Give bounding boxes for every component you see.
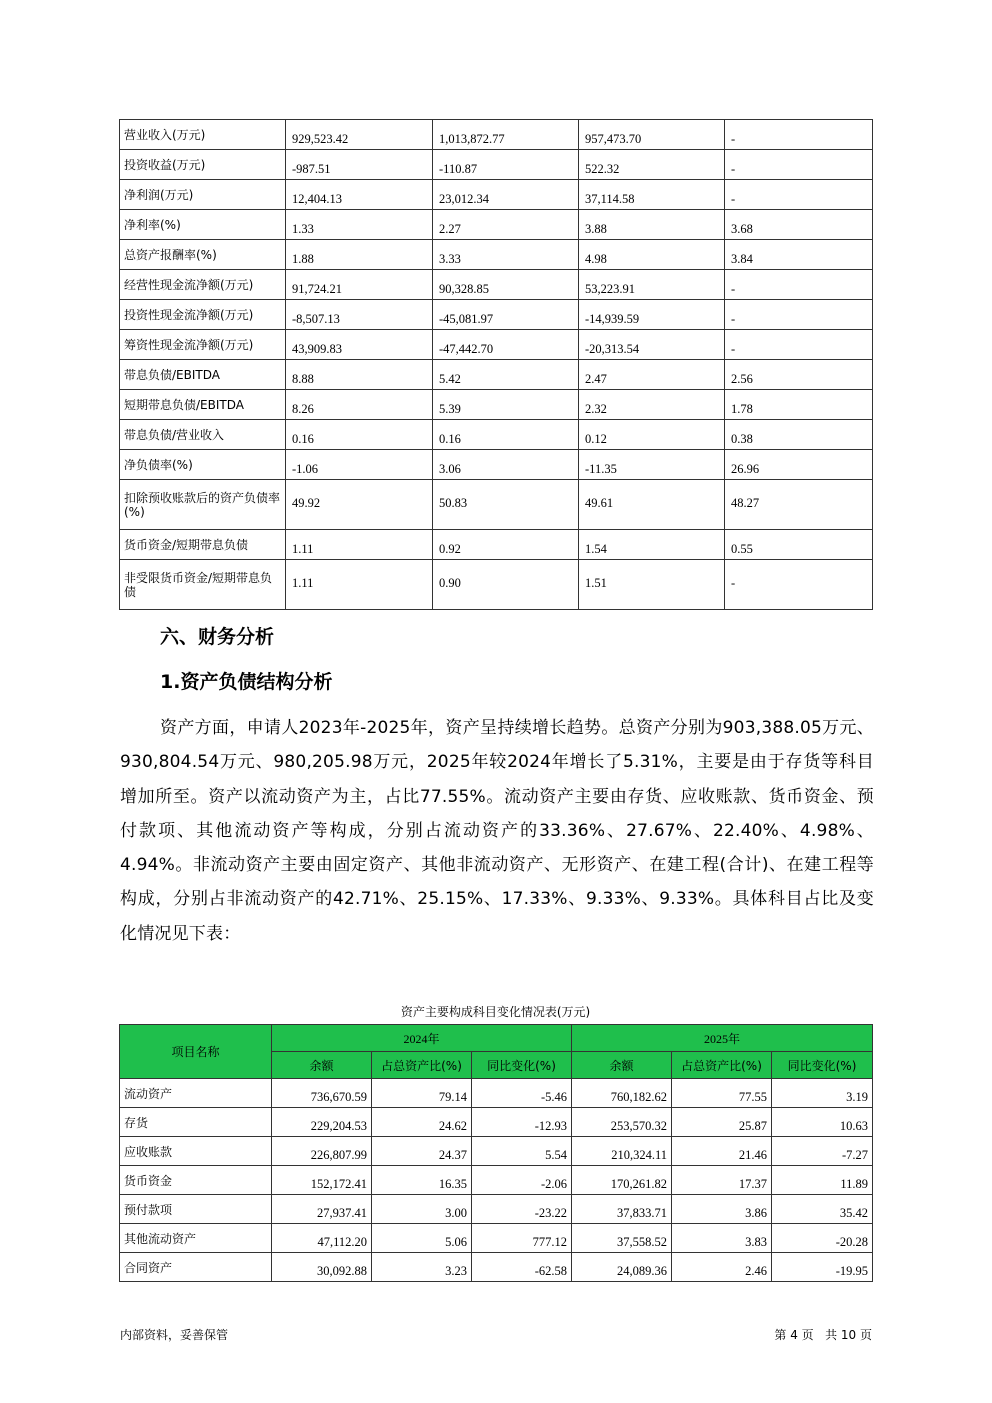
section-title: 六、财务分析: [160, 626, 275, 648]
asset-value: -12.93: [472, 1108, 572, 1137]
metric-value: -14,939.59: [579, 300, 725, 330]
metric-label: 净负债率(%): [120, 450, 286, 480]
metric-value: 3.06: [433, 450, 579, 480]
metric-label: 营业收入(万元): [120, 120, 286, 150]
asset-item-label: 应收账款: [120, 1137, 272, 1166]
asset-value: -19.95: [772, 1253, 873, 1282]
sub-header-share: 占总资产比(%): [372, 1052, 472, 1079]
table-row: [120, 1253, 873, 1282]
asset-value: 16.35: [372, 1166, 472, 1195]
table-row: [120, 480, 873, 530]
metric-label: 短期带息负债/EBITDA: [120, 390, 286, 420]
table-row: [120, 120, 873, 150]
asset-value: 3.00: [372, 1195, 472, 1224]
metric-value: 5.42: [433, 360, 579, 390]
asset-value: 760,182.62: [572, 1079, 672, 1108]
metric-value: -: [725, 300, 873, 330]
table-row: [120, 210, 873, 240]
asset-value: 2.46: [672, 1253, 772, 1282]
metric-value: 3.88: [579, 210, 725, 240]
asset-value: -62.58: [472, 1253, 572, 1282]
metric-value: 26.96: [725, 450, 873, 480]
table-row: [120, 560, 873, 610]
metric-value: 49.92: [286, 480, 433, 530]
metric-value: 1.78: [725, 390, 873, 420]
metric-value: -: [725, 560, 873, 610]
metric-value: 0.55: [725, 530, 873, 560]
asset-value: 3.23: [372, 1253, 472, 1282]
metric-value: 90,328.85: [433, 270, 579, 300]
year-header-2025: 2025年: [572, 1025, 873, 1052]
table-row: [120, 1079, 873, 1108]
metric-value: 1.11: [286, 530, 433, 560]
metric-label: 非受限货币资金/短期带息负债: [120, 560, 286, 610]
financial-metrics-table: [119, 119, 873, 610]
asset-value: 229,204.53: [272, 1108, 372, 1137]
metric-value: 1.88: [286, 240, 433, 270]
subsection-title: 1.资产负债结构分析: [160, 671, 333, 693]
metric-value: 43,909.83: [286, 330, 433, 360]
table-row: [120, 1166, 873, 1195]
metric-value: 2.27: [433, 210, 579, 240]
metric-value: 2.56: [725, 360, 873, 390]
metric-label: 净利润(万元): [120, 180, 286, 210]
assets-structure-table: [119, 1024, 873, 1282]
asset-value: 21.46: [672, 1137, 772, 1166]
metric-value: 49.61: [579, 480, 725, 530]
table-row: [120, 530, 873, 560]
metric-label: 投资性现金流净额(万元): [120, 300, 286, 330]
metric-value: -110.87: [433, 150, 579, 180]
asset-value: 37,558.52: [572, 1224, 672, 1253]
metric-value: -8,507.13: [286, 300, 433, 330]
table-row: [120, 390, 873, 420]
asset-value: 10.63: [772, 1108, 873, 1137]
asset-value: -5.46: [472, 1079, 572, 1108]
metric-value: 3.33: [433, 240, 579, 270]
metric-label: 投资收益(万元): [120, 150, 286, 180]
asset-value: 24,089.36: [572, 1253, 672, 1282]
metric-value: -11.35: [579, 450, 725, 480]
metric-value: 12,404.13: [286, 180, 433, 210]
table-row: [120, 1108, 873, 1137]
metric-value: 0.92: [433, 530, 579, 560]
sub-header-yoy: 同比变化(%): [772, 1052, 873, 1079]
table-row: [120, 1137, 873, 1166]
metric-value: -987.51: [286, 150, 433, 180]
asset-value: 30,092.88: [272, 1253, 372, 1282]
metric-value: 91,724.21: [286, 270, 433, 300]
asset-value: 5.54: [472, 1137, 572, 1166]
asset-value: 3.83: [672, 1224, 772, 1253]
asset-value: 736,670.59: [272, 1079, 372, 1108]
asset-value: -7.27: [772, 1137, 873, 1166]
item-name-header: 项目名称: [120, 1025, 272, 1079]
sub-header-share: 占总资产比(%): [672, 1052, 772, 1079]
asset-value: 24.62: [372, 1108, 472, 1137]
metric-label: 货币资金/短期带息负债: [120, 530, 286, 560]
asset-value: 777.12: [472, 1224, 572, 1253]
table-row: [120, 1224, 873, 1253]
metric-value: 522.32: [579, 150, 725, 180]
asset-value: 3.86: [672, 1195, 772, 1224]
asset-value: 11.89: [772, 1166, 873, 1195]
metric-value: -: [725, 120, 873, 150]
footer-page-number: 第 4 页 共 10 页: [774, 1328, 872, 1342]
metric-value: 8.26: [286, 390, 433, 420]
metric-value: 1.33: [286, 210, 433, 240]
metric-value: 3.84: [725, 240, 873, 270]
asset-value: 17.37: [672, 1166, 772, 1195]
asset-item-label: 货币资金: [120, 1166, 272, 1195]
asset-value: 27,937.41: [272, 1195, 372, 1224]
table-row: [120, 360, 873, 390]
asset-value: -23.22: [472, 1195, 572, 1224]
asset-value: 79.14: [372, 1079, 472, 1108]
asset-item-label: 其他流动资产: [120, 1224, 272, 1253]
table-row: [120, 1195, 873, 1224]
metric-value: 0.38: [725, 420, 873, 450]
metric-value: 1,013,872.77: [433, 120, 579, 150]
table-row: [120, 240, 873, 270]
metric-value: -1.06: [286, 450, 433, 480]
asset-value: 152,172.41: [272, 1166, 372, 1195]
metric-value: -: [725, 150, 873, 180]
table-row: [120, 420, 873, 450]
metric-label: 净利率(%): [120, 210, 286, 240]
asset-value: 77.55: [672, 1079, 772, 1108]
metric-label: 筹资性现金流净额(万元): [120, 330, 286, 360]
footer-confidential: 内部资料，妥善保管: [120, 1328, 229, 1342]
metric-value: 4.98: [579, 240, 725, 270]
metric-label: 带息负债/营业收入: [120, 420, 286, 450]
metric-value: 3.68: [725, 210, 873, 240]
metric-value: 2.32: [579, 390, 725, 420]
asset-value: -20.28: [772, 1224, 873, 1253]
asset-value: 226,807.99: [272, 1137, 372, 1166]
asset-value: -2.06: [472, 1166, 572, 1195]
metric-value: 2.47: [579, 360, 725, 390]
table-row: [120, 330, 873, 360]
table-row: [120, 150, 873, 180]
metric-label: 总资产报酬率(%): [120, 240, 286, 270]
asset-value: 25.87: [672, 1108, 772, 1137]
metric-value: -47,442.70: [433, 330, 579, 360]
metric-value: 1.51: [579, 560, 725, 610]
metric-value: 53,223.91: [579, 270, 725, 300]
asset-value: 253,570.32: [572, 1108, 672, 1137]
metric-value: -: [725, 270, 873, 300]
metric-label: 带息负债/EBITDA: [120, 360, 286, 390]
metric-value: 48.27: [725, 480, 873, 530]
metric-value: 50.83: [433, 480, 579, 530]
metric-value: -45,081.97: [433, 300, 579, 330]
metric-label: 经营性现金流净额(万元): [120, 270, 286, 300]
table-row: [120, 270, 873, 300]
assets-table-caption: 资产主要构成科目变化情况表(万元): [400, 1005, 591, 1019]
metric-value: 0.16: [286, 420, 433, 450]
metric-value: 1.54: [579, 530, 725, 560]
analysis-paragraph: 资产方面，申请人2023年-2025年，资产呈持续增长趋势。总资产分别为903,388.05万元、930,804.54万元、980,205.98万元，2025年较2024年增长了5.31%，主要是由于存货等科目增加所至。资产以流动资产为主，占比77.55%。流动资产主要由存货、应收账款、货币资金、预付款项、其他流动资产等构成，分别占流动资产的33.36%、27.67%、22.40%、4.98%、4.94%。非流动资产主要由固定资产、其他非流动资产、无形资产、在建工程(合计)、在建工程等构成，分别占非流动资产的42.71%、25.15%、17.33%、9.33%、9.33%。具体科目占比及变化情况见下表：: [120, 718, 874, 944]
year-header-2024: 2024年: [272, 1025, 572, 1052]
table-row: [120, 300, 873, 330]
metric-value: 5.39: [433, 390, 579, 420]
metric-value: -: [725, 180, 873, 210]
asset-value: 3.19: [772, 1079, 873, 1108]
sub-header-yoy: 同比变化(%): [472, 1052, 572, 1079]
metric-value: 1.11: [286, 560, 433, 610]
metric-value: 0.16: [433, 420, 579, 450]
metric-value: 0.90: [433, 560, 579, 610]
asset-value: 24.37: [372, 1137, 472, 1166]
metric-value: 37,114.58: [579, 180, 725, 210]
asset-item-label: 预付款项: [120, 1195, 272, 1224]
table-row: [120, 450, 873, 480]
metric-value: 8.88: [286, 360, 433, 390]
asset-value: 35.42: [772, 1195, 873, 1224]
asset-value: 37,833.71: [572, 1195, 672, 1224]
asset-value: 210,324.11: [572, 1137, 672, 1166]
asset-item-label: 存货: [120, 1108, 272, 1137]
metric-value: 23,012.34: [433, 180, 579, 210]
sub-header-balance: 余额: [572, 1052, 672, 1079]
asset-value: 5.06: [372, 1224, 472, 1253]
table-row: [120, 180, 873, 210]
asset-value: 170,261.82: [572, 1166, 672, 1195]
metric-value: 929,523.42: [286, 120, 433, 150]
asset-item-label: 合同资产: [120, 1253, 272, 1282]
metric-value: 0.12: [579, 420, 725, 450]
metric-label: 扣除预收账款后的资产负债率(%): [120, 480, 286, 530]
metric-value: -: [725, 330, 873, 360]
metric-value: -20,313.54: [579, 330, 725, 360]
metric-value: 957,473.70: [579, 120, 725, 150]
asset-value: 47,112.20: [272, 1224, 372, 1253]
sub-header-balance: 余额: [272, 1052, 372, 1079]
asset-item-label: 流动资产: [120, 1079, 272, 1108]
